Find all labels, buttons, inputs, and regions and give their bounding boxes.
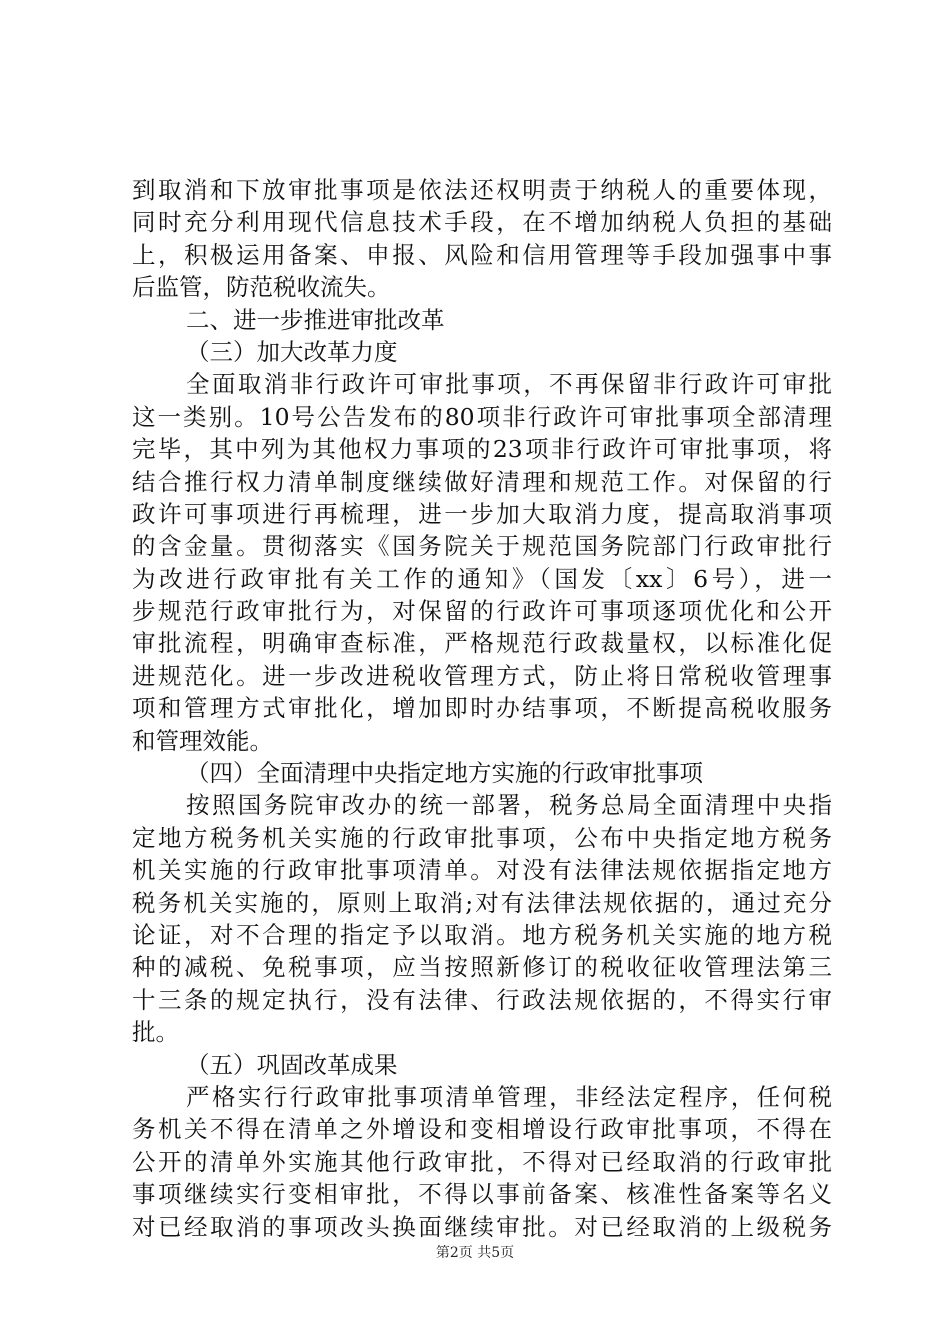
- text-line: 税务机关实施的，原则上取消;对有法律法规依据的，通过充分: [132, 888, 832, 917]
- text-line: 的含金量。贯彻落实《国务院关于规范国务院部门行政审批行: [132, 532, 832, 561]
- text-line: 到取消和下放审批事项是依法还权明责于纳税人的重要体现，: [132, 176, 832, 204]
- text-line: 全面取消非行政许可审批事项，不再保留非行政许可审批: [186, 370, 832, 399]
- text-line: 进规范化。进一步改进税收管理方式，防止将日常税收管理事: [132, 661, 832, 690]
- text-line: 按照国务院审改办的统一部署，税务总局全面清理中央指: [186, 791, 832, 820]
- text-line: 批。: [132, 1018, 179, 1047]
- text-line: 事项继续实行变相审批，不得以事前备案、核准性备案等名义: [132, 1180, 832, 1209]
- text-line: 同时充分利用现代信息技术手段，在不增加纳税人负担的基础: [132, 208, 832, 237]
- text-line: 公开的清单外实施其他行政审批，不得对已经取消的行政审批: [132, 1147, 832, 1176]
- text-line: 十三条的规定执行，没有法律、行政法规依据的，不得实行审: [132, 985, 832, 1014]
- text-line: 为改进行政审批有关工作的通知》（国发〔xx〕6号），进一: [132, 564, 832, 593]
- text-line: （四）全面清理中央指定地方实施的行政审批事项: [186, 759, 704, 788]
- text-line: 论证，对不合理的指定予以取消。地方税务机关实施的地方税: [132, 920, 832, 949]
- text-line: 种的减税、免税事项，应当按照新修订的税收征收管理法第三: [132, 953, 832, 982]
- text-line: 和管理效能。: [132, 726, 273, 755]
- text-line: 务机关不得在清单之外增设和变相增设行政审批事项，不得在: [132, 1115, 832, 1144]
- text-line: 对已经取消的事项改头换面继续审批。对已经取消的上级税务: [132, 1212, 832, 1241]
- text-line: 结合推行权力清单制度继续做好清理和规范工作。对保留的行: [132, 467, 832, 496]
- text-line: 机关实施的行政审批事项清单。对没有法律法规依据指定地方: [132, 856, 832, 885]
- page-footer: 第2页 共5页: [435, 1245, 515, 1261]
- text-line: 政许可事项进行再梳理，进一步加大取消力度，提高取消事项: [132, 499, 832, 528]
- text-line: 后监管，防范税收流失。: [132, 273, 391, 302]
- text-line: 严格实行行政审批事项清单管理，非经法定程序，任何税: [186, 1082, 832, 1111]
- text-line: 定地方税务机关实施的行政审批事项，公布中央指定地方税务: [132, 823, 832, 852]
- text-line: 审批流程，明确审查标准，严格规范行政裁量权，以标准化促: [132, 629, 832, 658]
- text-line: 项和管理方式审批化，增加即时办结事项，不断提高税收服务: [132, 694, 832, 723]
- text-line: 这一类别。10号公告发布的80项非行政许可审批事项全部清理: [132, 402, 832, 431]
- text-line: 完毕，其中列为其他权力事项的23项非行政许可审批事项，将: [132, 435, 832, 464]
- body-text: [132, 174, 832, 1243]
- text-line: （三）加大改革力度: [186, 337, 398, 366]
- text-line: （五）巩固改革成果: [186, 1050, 398, 1079]
- text-line: 上，积极运用备案、申报、风险和信用管理等手段加强事中事: [132, 240, 832, 269]
- text-line: 二、进一步推进审批改革: [186, 305, 445, 334]
- text-line: 步规范行政审批行为，对保留的行政许可事项逐项优化和公开: [132, 597, 832, 626]
